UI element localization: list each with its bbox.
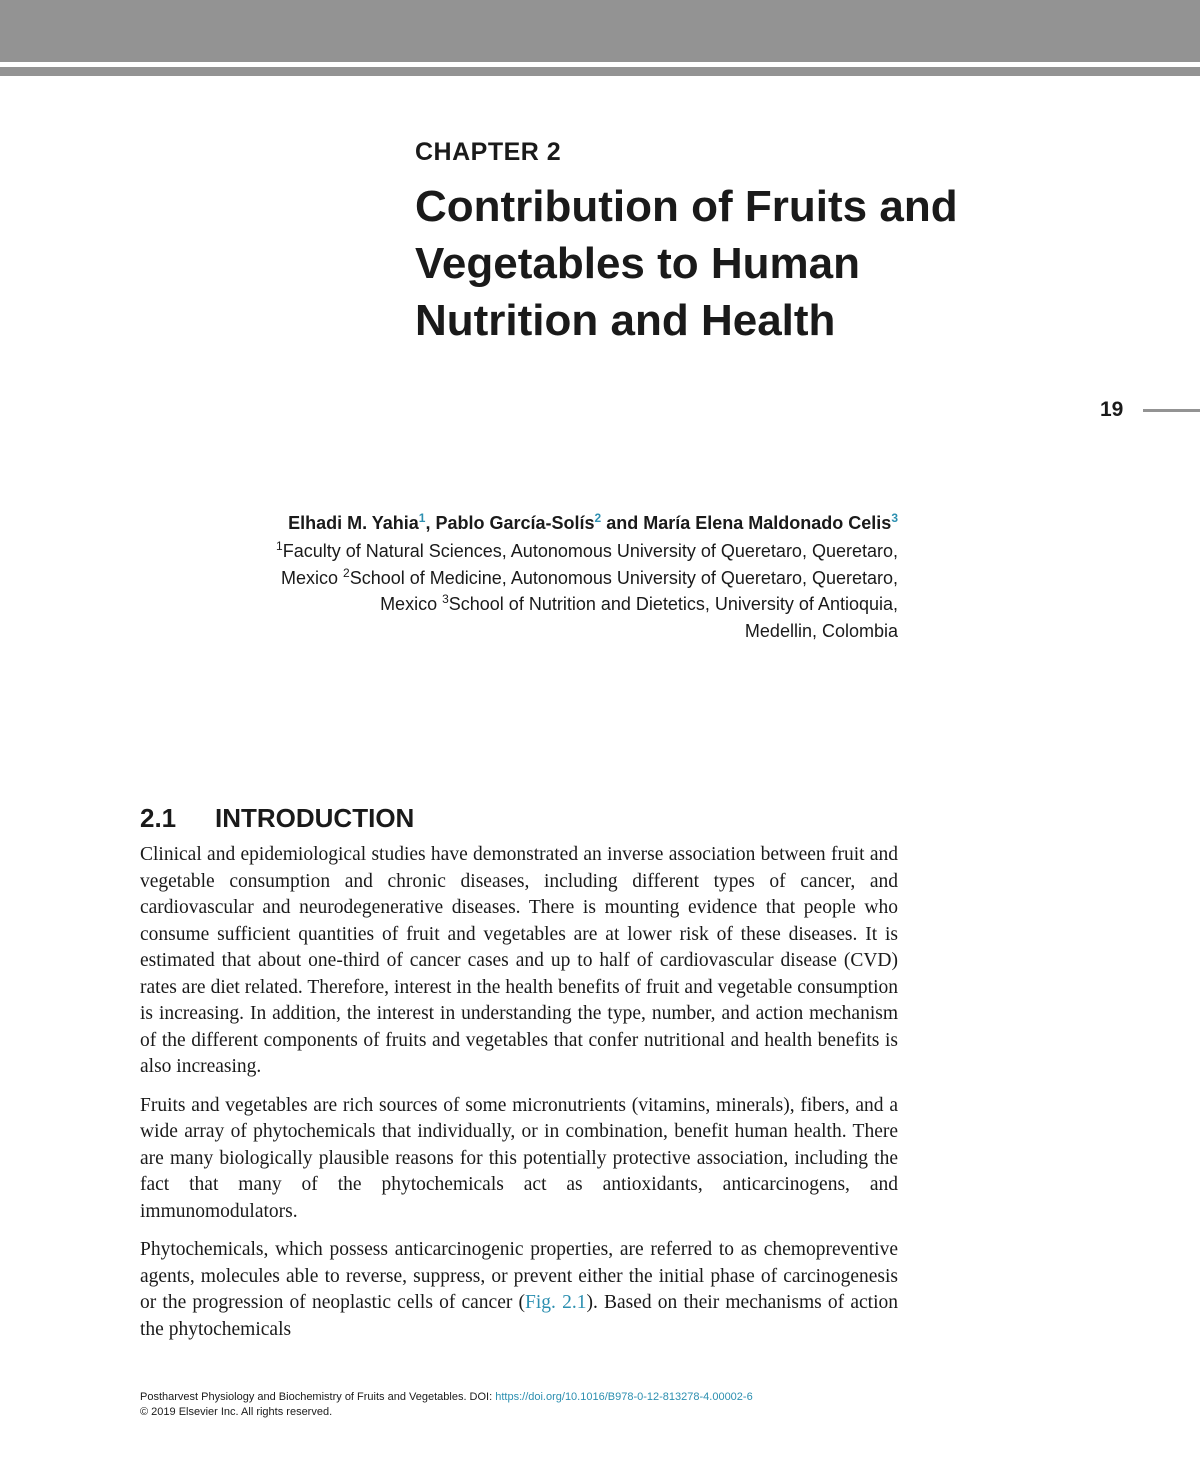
paragraph-text: ). Based on their mechanisms of action the phytochemicals bbox=[140, 1292, 898, 1340]
affiliation-ref[interactable]: 3 bbox=[891, 511, 898, 525]
affiliation-text: Faculty of Natural Sciences, Autonomous University of Queretaro, Queretaro, bbox=[282, 541, 898, 561]
author-name: Pablo García-Solís bbox=[435, 513, 595, 533]
header-band bbox=[0, 0, 1200, 62]
paragraph-text: Phytochemicals, which possess anticarcinogenic properties, are referred to as chemopreventive agents, molecules able to reverse, suppress, or prevent either the initial phase of carcinogenesis or the progression of neoplastic cells of cancer ( bbox=[140, 1239, 898, 1313]
author-separator: and bbox=[601, 513, 644, 533]
page-footer bbox=[140, 1390, 1040, 1420]
title-line: Contribution of Fruits and bbox=[415, 182, 958, 231]
chapter-label: CHAPTER 2 bbox=[415, 138, 562, 166]
author-name: María Elena Maldonado Celis bbox=[643, 513, 892, 533]
copyright-notice: © 2019 Elsevier Inc. All rights reserved. bbox=[140, 1406, 333, 1418]
footer-citation: Postharvest Physiology and Biochemistry of Fruits and Vegetables. DOI: bbox=[140, 1391, 496, 1403]
title-line: Vegetables to Human bbox=[415, 239, 861, 288]
doi-link[interactable]: https://doi.org/10.1016/B978-0-12-813278-4.00002-6 bbox=[495, 1391, 753, 1403]
title-line: Nutrition and Health bbox=[415, 296, 836, 345]
affiliation-number: 3 bbox=[442, 592, 449, 606]
affiliation-ref[interactable]: 2 bbox=[594, 511, 602, 525]
figure-link[interactable]: Fig. 2.1 bbox=[525, 1292, 587, 1313]
affiliation-text: Mexico bbox=[281, 567, 344, 588]
section-heading bbox=[140, 803, 414, 834]
affiliation-text: School of Medicine, Autonomous University of Queretaro, Queretaro, bbox=[349, 567, 898, 588]
affiliation-text: Medellin, Colombia bbox=[744, 620, 898, 641]
page-number-rule bbox=[1143, 409, 1200, 412]
affiliation-text: Mexico bbox=[380, 594, 443, 614]
affiliation-number: 1 bbox=[276, 539, 283, 553]
section-number: 2.1 bbox=[140, 803, 177, 833]
author-separator: , bbox=[425, 513, 436, 533]
page-number: 19 bbox=[1100, 398, 1124, 421]
body-text bbox=[140, 842, 898, 1355]
paragraph: Clinical and epidemiological studies have demonstrated an inverse association between fruit and vegetable consumption and chronic diseases, including different types of cancer, and cardiovascular and neurodegenerative diseases. There is mounting evidence that people who consume sufficient quantities of fruit and vegetables are at lower risk of these diseases. It is estimated that about one-third of cancer cases and up to half of cardiovascular disease (CVD) rates are diet related. Therefore, interest in the health benefits of fruit and vegetable consumption is increasing. In addition, the interest in understanding the type, number, and action mechanism of the different components of fruits and vegetables that confer nutritional and health benefits is also increasing. bbox=[140, 844, 898, 1077]
affiliations bbox=[138, 538, 898, 644]
affiliation-text: School of Nutrition and Dietetics, University of Antioquia, bbox=[448, 594, 898, 614]
author-name: Elhadi M. Yahia bbox=[288, 513, 419, 533]
section-title: INTRODUCTION bbox=[215, 803, 415, 833]
affiliation-number: 2 bbox=[343, 565, 350, 580]
paragraph: Fruits and vegetables are rich sources of some micronutrients (vitamins, minerals), fibers, and a wide array of phytochemicals that individually, or in combination, benefit human health. There are many biologically plausible reasons for this potentially protective association, including the fact that many of the phytochemicals act as antioxidants, anticarcinogens, and immunomodulators. bbox=[140, 1094, 898, 1222]
chapter-title bbox=[415, 178, 1055, 349]
author-list bbox=[98, 510, 898, 536]
header-rule bbox=[0, 67, 1200, 76]
affiliation-ref[interactable]: 1 bbox=[418, 511, 426, 525]
paragraph bbox=[140, 1237, 898, 1343]
